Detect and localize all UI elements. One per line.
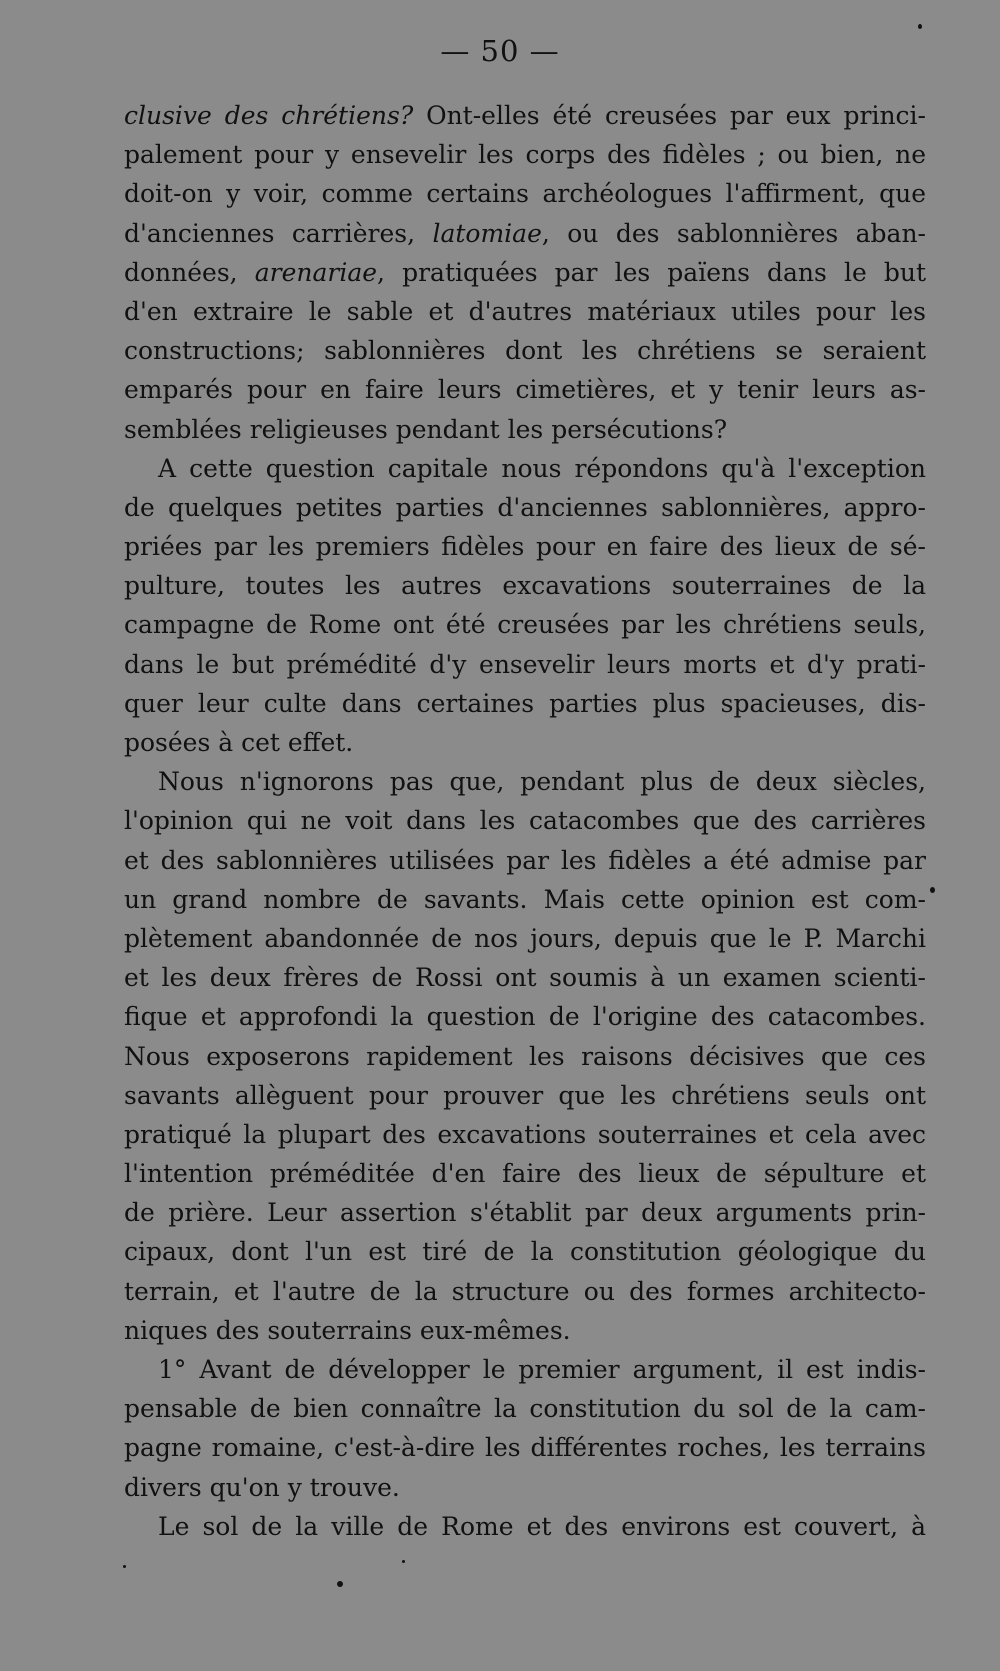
text-line: un grand nombre de savants. Mais cette opinion est com- [124, 884, 926, 914]
italic-term: clusive des chrétiens? [124, 101, 414, 130]
text-line: emparés pour en faire leurs cimetières, et y tenir leurs as- [124, 375, 926, 405]
italic-term: arenariae [254, 257, 378, 287]
text-segment: , pratiquées par les païens dans le but [377, 257, 927, 287]
text-line: quer leur culte dans certaines parties plus spacieuses, dis- [124, 688, 926, 718]
text-line: pulture, toutes les autres excavations souterraines de la [124, 571, 926, 601]
text-line: et les deux frères de Rossi ont soumis à un examen scienti- [124, 963, 926, 993]
text-segment: Ont-elles été creusées par eux princi- [413, 101, 926, 130]
text-line: l'opinion qui ne voit dans les catacombes que des carrières [124, 806, 926, 836]
text-segment: données, [124, 257, 255, 287]
ink-speck [918, 24, 922, 29]
text-line: cipaux, dont l'un est tiré de la constitution géologique du [124, 1237, 926, 1267]
text-line: pratiqué la plupart des excavations souterraines et cela avec [124, 1119, 926, 1149]
text-line: terrain, et l'autre de la structure ou des formes architecto- [124, 1276, 926, 1306]
text-line: posées à cet effet. [124, 728, 354, 757]
text-line: d'en extraire le sable et d'autres matériaux utiles pour les [124, 296, 926, 326]
text-line: palement pour y ensevelir les corps des fidèles ; ou bien, ne [124, 140, 926, 170]
text-line: niques des souterrains eux-mêmes. [124, 1315, 571, 1345]
text-line: l'intention préméditée d'en faire des lieux de sépulture et [124, 1159, 926, 1189]
text-line: de prière. Leur assertion s'établit par deux arguments prin- [124, 1198, 926, 1228]
ink-speck [930, 887, 935, 893]
text-line: pagne romaine, c'est-à-dire les différentes roches, les terrains [124, 1433, 926, 1463]
text-line: divers qu'on y trouve. [124, 1472, 400, 1502]
text-line: doit-on y voir, comme certains archéologues l'affirment, que [124, 179, 926, 209]
text-line [124, 253, 926, 292]
ink-speck [337, 1581, 343, 1587]
text-line: dans le but prémédité d'y ensevelir leurs morts et d'y prati- [124, 649, 926, 679]
text-segment: , ou des sablonnières aban- [541, 218, 926, 248]
text-line: de quelques petites parties d'anciennes sablonnières, appro- [124, 492, 926, 522]
text-line: plètement abandonnée de nos jours, depuis que le P. Marchi [124, 923, 926, 953]
text-line: pensable de bien connaître la constitution du sol de la cam- [124, 1394, 926, 1424]
text-line: et des sablonnières utilisées par les fidèles a été admise par [124, 845, 926, 875]
page-number: — 50 — [440, 34, 560, 68]
text-line [124, 96, 926, 135]
text-line: Le sol de la ville de Rome et des environs est couvert, à [158, 1511, 926, 1541]
text-line: 1° Avant de développer le premier argument, il est indis- [158, 1355, 926, 1384]
ink-speck [402, 1560, 405, 1563]
text-line: semblées religieuses pendant les persécutions? [124, 414, 728, 444]
text-line: savants allèguent pour prouver que les chrétiens seuls ont [124, 1080, 926, 1110]
text-line: Nous exposerons rapidement les raisons décisives que ces [124, 1041, 926, 1071]
text-line: fique et approfondi la question de l'origine des catacombes. [124, 1002, 926, 1032]
ink-speck [123, 1565, 126, 1568]
text-segment: d'anciennes carrières, [124, 218, 433, 248]
text-line: campagne de Rome ont été creusées par les chrétiens seuls, [124, 610, 926, 640]
text-line: Nous n'ignorons pas que, pendant plus de deux siècles, [158, 767, 926, 797]
body-text [124, 96, 926, 1546]
text-line [124, 214, 926, 253]
text-line: constructions; sablonnières dont les chrétiens se seraient [124, 336, 926, 366]
text-line: A cette question capitale nous répondons qu'à l'exception [158, 453, 926, 483]
italic-term: latomiae [432, 218, 542, 248]
text-line: priées par les premiers fidèles pour en faire des lieux de sé- [124, 532, 926, 562]
